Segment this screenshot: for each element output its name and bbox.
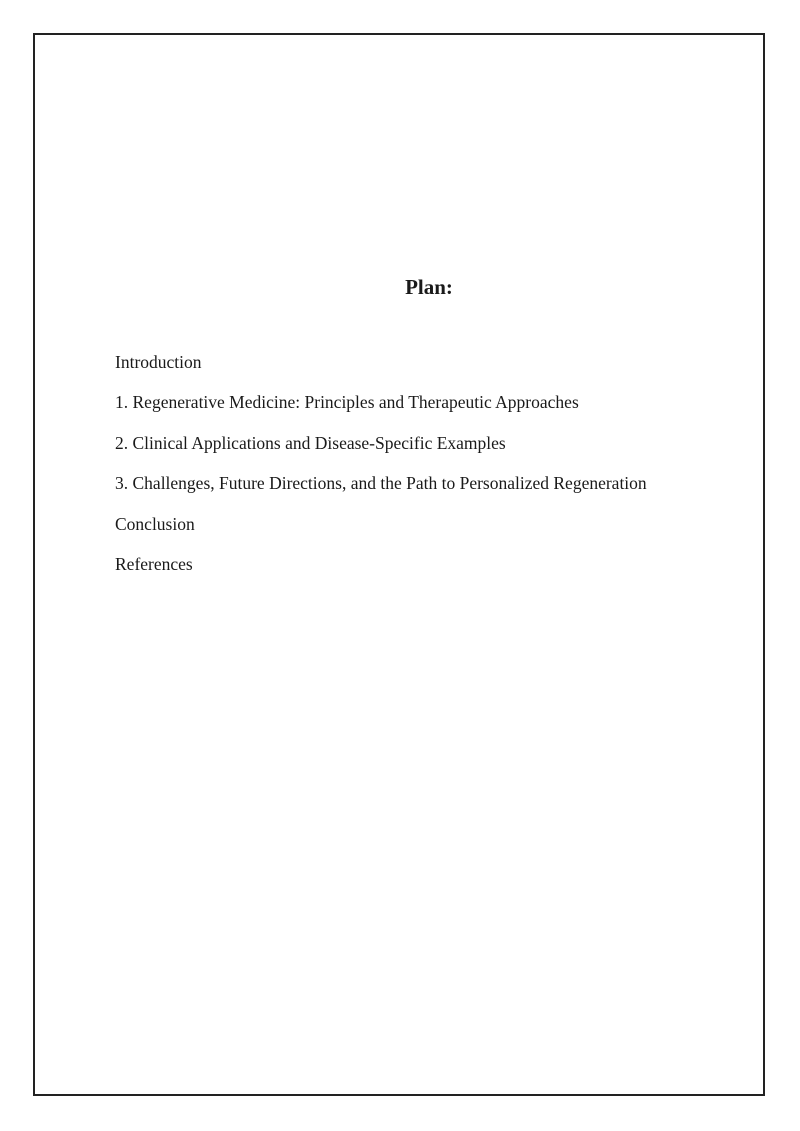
plan-item-introduction: Introduction — [115, 352, 202, 372]
plan-list — [115, 350, 647, 592]
plan-title: Plan: — [405, 275, 453, 299]
plan-item-section-3: 3. Challenges, Future Directions, and the Path to Personalized Regeneration — [115, 473, 647, 494]
plan-item-conclusion: Conclusion — [115, 513, 195, 534]
plan-item-references: References — [115, 553, 193, 574]
plan-item-section-1: 1. Regenerative Medicine: Principles and Therapeutic Approaches — [115, 392, 579, 413]
plan-item-section-2: 2. Clinical Applications and Disease-Specific Examples — [115, 432, 506, 453]
